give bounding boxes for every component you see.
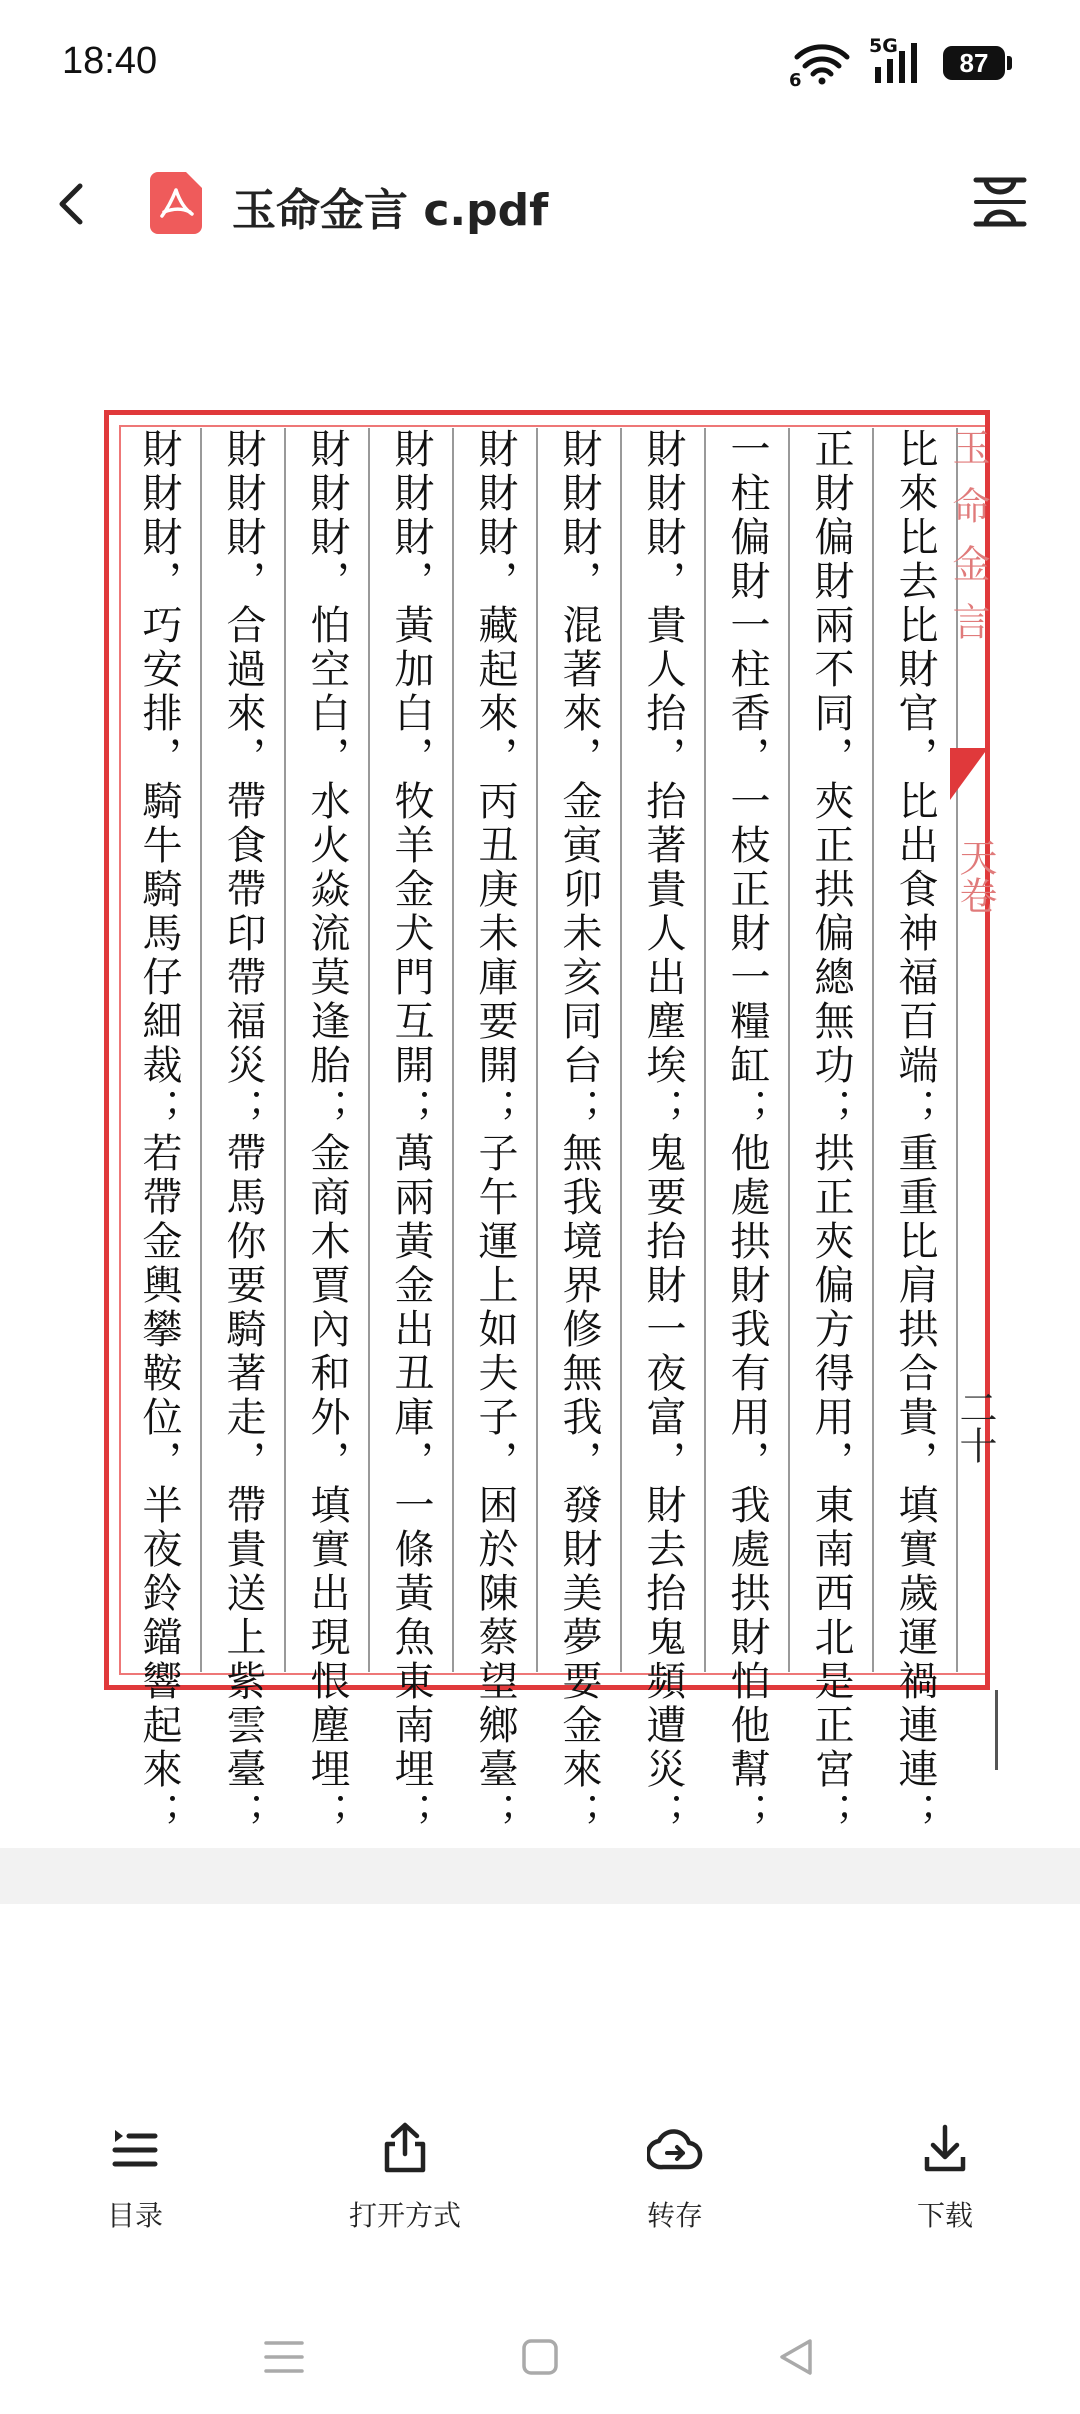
column-text: 一柱偏財一柱香，一枝正財一糧缸；他處拱財我有用，我處拱財怕他幫；: [724, 428, 770, 1836]
download-label: 下载: [916, 2199, 973, 2232]
cellular-signal-icon: [869, 35, 925, 85]
battery-tip: [1007, 56, 1012, 70]
text-column: [118, 428, 202, 1836]
column-text: 財財財，黃加白，牧羊金犬門互開；萬兩黃金出丑庫，一條黃魚東南埋；: [388, 428, 434, 1836]
status-time: 18:40: [62, 40, 158, 82]
side-book-title: 玉命金言: [946, 428, 990, 660]
column-text: 財財財，怕空白，水火焱流莫逢胎；金商木賈內和外，填實出現恨塵埋；: [304, 428, 350, 1836]
fullscreen-button[interactable]: [968, 170, 1032, 234]
toc-label: 目录: [106, 2199, 163, 2232]
home-nav-icon: [520, 2337, 560, 2377]
text-column: [370, 428, 454, 1836]
text-column: [622, 428, 706, 1836]
fold-mark: [950, 748, 988, 800]
viewer-bottom-band: [0, 1848, 1080, 1904]
back-nav-icon: [776, 2337, 816, 2377]
wifi-generation-label: 6: [789, 70, 802, 91]
network-type-label: 5G: [869, 35, 898, 57]
battery-level: 87: [943, 46, 1005, 80]
column-text: 正財偏財兩不同，夾正拱偏總無功；拱正夾偏方得用，東南西北是正宮；: [808, 428, 854, 1836]
document-title: 玉命金言 c.pdf: [232, 185, 549, 236]
action-bar: [0, 2120, 1080, 2280]
text-column: [454, 428, 538, 1836]
pdf-file-icon: [150, 172, 202, 234]
text-column: [202, 428, 286, 1836]
system-nav-bar: [0, 2300, 1080, 2414]
column-text: 財財財，貴人抬，抬著貴人出塵埃；鬼要抬財一夜富，財去抬鬼頻遭災；: [640, 428, 686, 1836]
pdf-page[interactable]: [104, 410, 997, 1836]
back-arrow-icon: [54, 182, 90, 226]
table-of-contents-icon: [107, 2120, 163, 2176]
back-button[interactable]: [40, 172, 104, 236]
column-text: 財財財，合過來，帶食帶印帶福災；帶馬你要騎著走，帶貴送上紫雲臺；: [220, 428, 266, 1836]
open-with-button[interactable]: [270, 2120, 540, 2280]
column-text: 財財財，巧安排，騎牛騎馬仔細裁；若帶金輿攀鞍位，半夜鈴鐺響起來；: [136, 428, 182, 1836]
text-column: [286, 428, 370, 1836]
column-text: 比來比去比財官，比出食神福百端；重重比肩拱合貴，填實歲運禍連連；: [892, 428, 938, 1836]
text-column: [706, 428, 790, 1836]
open-with-label: 打开方式: [348, 2199, 461, 2232]
status-icons: [789, 35, 1012, 91]
wifi-icon: [789, 41, 851, 91]
download-button[interactable]: [810, 2120, 1080, 2280]
pdf-viewer[interactable]: [0, 290, 1080, 1840]
cloud-save-icon: [647, 2120, 703, 2176]
download-icon: [917, 2120, 973, 2176]
battery-icon: [943, 46, 1012, 80]
column-text: 財財財，混著來，金寅卯未亥同台；無我境界修無我，發財美夢要金來；: [556, 428, 602, 1836]
page-side-margin: [948, 428, 996, 1672]
side-page-number: 二十: [953, 1388, 997, 1464]
menu-nav-icon: [262, 2337, 306, 2377]
side-volume-label: 天卷: [953, 838, 997, 914]
status-bar: [0, 0, 1080, 130]
text-column: [538, 428, 622, 1836]
system-back-button[interactable]: [768, 2329, 824, 2385]
text-column: [790, 428, 874, 1836]
save-to-cloud-label: 转存: [646, 2199, 703, 2232]
fullscreen-toggle-icon: [972, 176, 1028, 228]
document-toolbar: [0, 150, 1080, 260]
column-text: 財財財，藏起來，丙丑庚未庫要開；子午運上如夫子，困於陳蔡望鄉臺；: [472, 428, 518, 1836]
recent-apps-button[interactable]: [256, 2329, 312, 2385]
home-button[interactable]: [512, 2329, 568, 2385]
page-edge-line: [995, 1690, 998, 1770]
share-open-with-icon: [377, 2120, 433, 2176]
save-to-cloud-button[interactable]: [540, 2120, 810, 2280]
toc-button[interactable]: [0, 2120, 270, 2280]
